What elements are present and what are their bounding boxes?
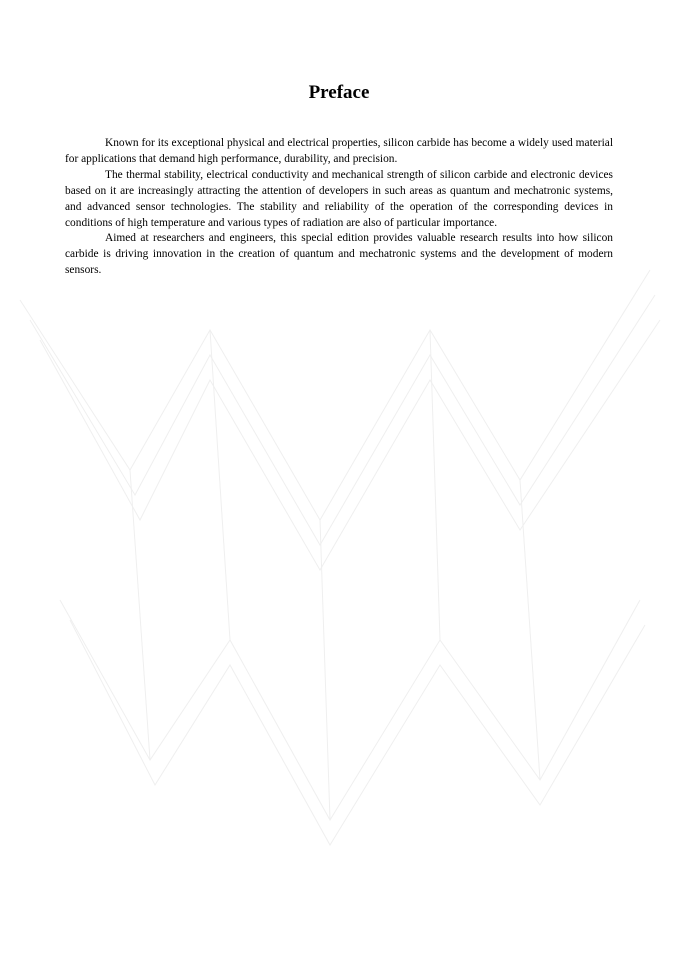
page-title: Preface [308, 82, 370, 103]
paragraph-3: Aimed at researchers and engineers, this special edition provides valuable research results into how silicon carbide is driving innovation in the creation of quantum and mechatronic systems and the development of modern sensors. [65, 232, 613, 277]
preface-body [65, 136, 613, 279]
paragraph-2: The thermal stability, electrical conductivity and mechanical strength of silicon carbide and electronic devices based on it are increasingly attracting the attention of developers in such areas as quantum and mechatronic systems, and advanced sensor technologies. The stability and reliability of the operation of the corresponding devices in conditions of high temperature and various types of radiation are also of particular importance. [65, 168, 613, 229]
paragraph-1: Known for its exceptional physical and electrical properties, silicon carbide has become a widely used material for applications that demand high performance, durability, and precision. [65, 137, 613, 165]
